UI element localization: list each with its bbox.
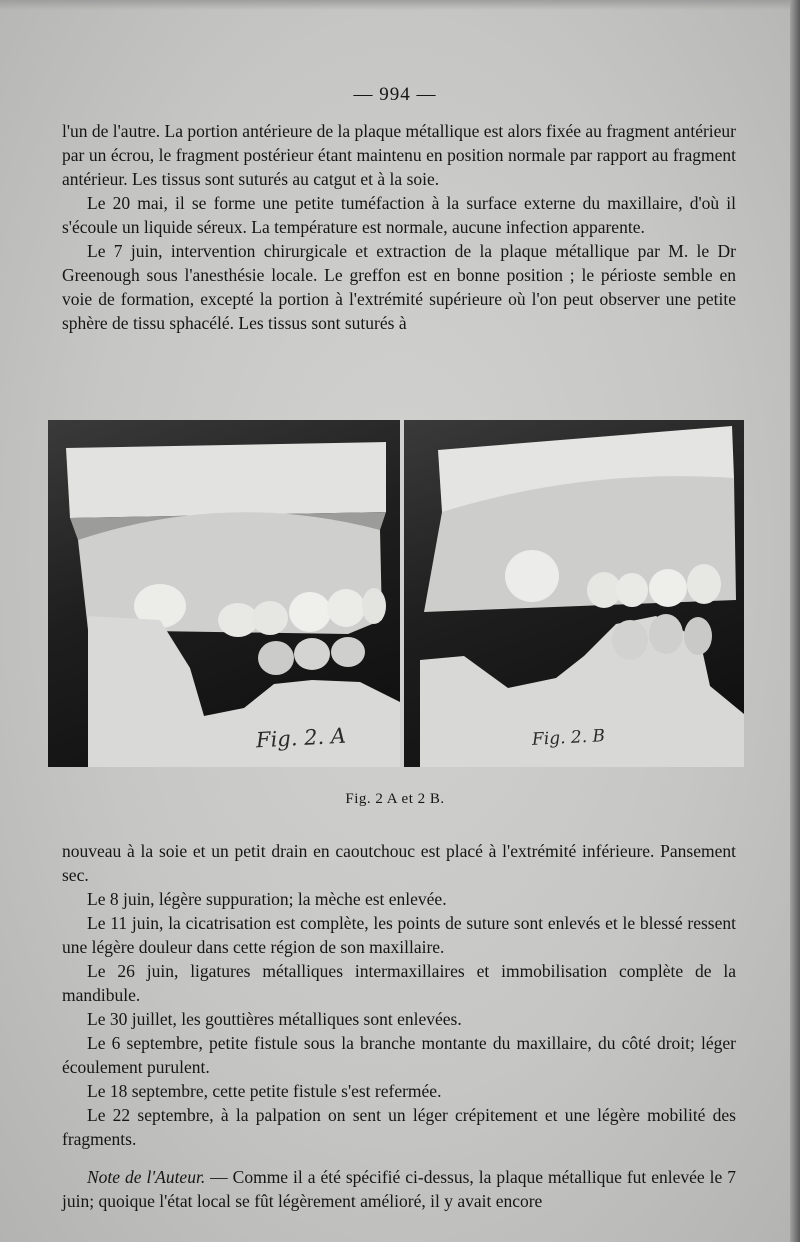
paragraph: Le 7 juin, intervention chirurgicale et extraction de la plaque métallique par M. le Dr Greenough sous l'anesthésie locale. Le greffon est en bonne position ; le périoste semble en voie de formation, excepté la portion à l'extrémité supérieure où l'on peut observer une petite sphère de tissu sphacélé. Les tissus sont suturés à [62,241,736,333]
author-note-label: Note de l'Auteur. [87,1167,206,1187]
dental-cast-image-b [404,420,744,767]
dental-cast-photo-b [404,420,744,767]
paragraph: Le 6 septembre, petite fistule sous la branche montante du maxillaire, du côté droit; léger écoulement purulent. [62,1033,736,1077]
text-block-top [62,119,736,335]
paragraph: nouveau à la soie et un petit drain en caoutchouc est placé à l'extrémité inférieure. Pansement sec. [62,841,736,885]
author-note-text: — Comme il a été spécifié ci-dessus, la plaque métallique fut enlevée le 7 juin; quoique l'état local se fût légèrement amélioré, il y avait encore [62,1167,736,1211]
text-block-bottom [62,839,736,1213]
photo-label-b: Fig. 2. B [531,726,606,750]
paragraph: Le 11 juin, la cicatrisation est complète, les points de suture sont enlevés et le blessé ressent une légère douleur dans cette région de son maxillaire. [62,913,736,957]
page-number: — 994 — [353,84,437,105]
page-edge-shadow [790,0,800,1242]
paragraph: Le 26 juin, ligatures métalliques intermaxillaires et immobilisation complète de la mandibule. [62,961,736,1005]
page-shadow-top [0,0,800,10]
paragraph: Le 8 juin, légère suppuration; la mèche est enlevée. [87,889,447,909]
figure-caption: Fig. 2 A et 2 B. [345,791,445,807]
dental-cast-image-a [48,420,400,767]
paragraph: Le 18 septembre, cette petite fistule s'est refermée. [87,1081,442,1101]
paragraph: l'un de l'autre. La portion antérieure de la plaque métallique est alors fixée au fragment antérieur par un écrou, le fragment postérieur étant maintenu en position normale par rapport au fragment antérieur. Les tissus sont suturés au catgut et à la soie. [62,121,736,189]
paragraph: Le 30 juillet, les gouttières métalliques sont enlevées. [87,1009,462,1029]
paragraph: Le 20 mai, il se forme une petite tuméfaction à la surface externe du maxillaire, d'où il s'écoule un liquide séreux. La température est normale, aucune infection apparente. [62,193,736,237]
paragraph: Le 22 septembre, à la palpation on sent un léger crépitement et une légère mobilité des fragments. [62,1105,736,1149]
figure-2 [48,420,744,767]
dental-cast-photo-a [48,420,400,767]
author-note [62,1165,736,1213]
photo-label-a: Fig. 2. A [255,723,347,753]
